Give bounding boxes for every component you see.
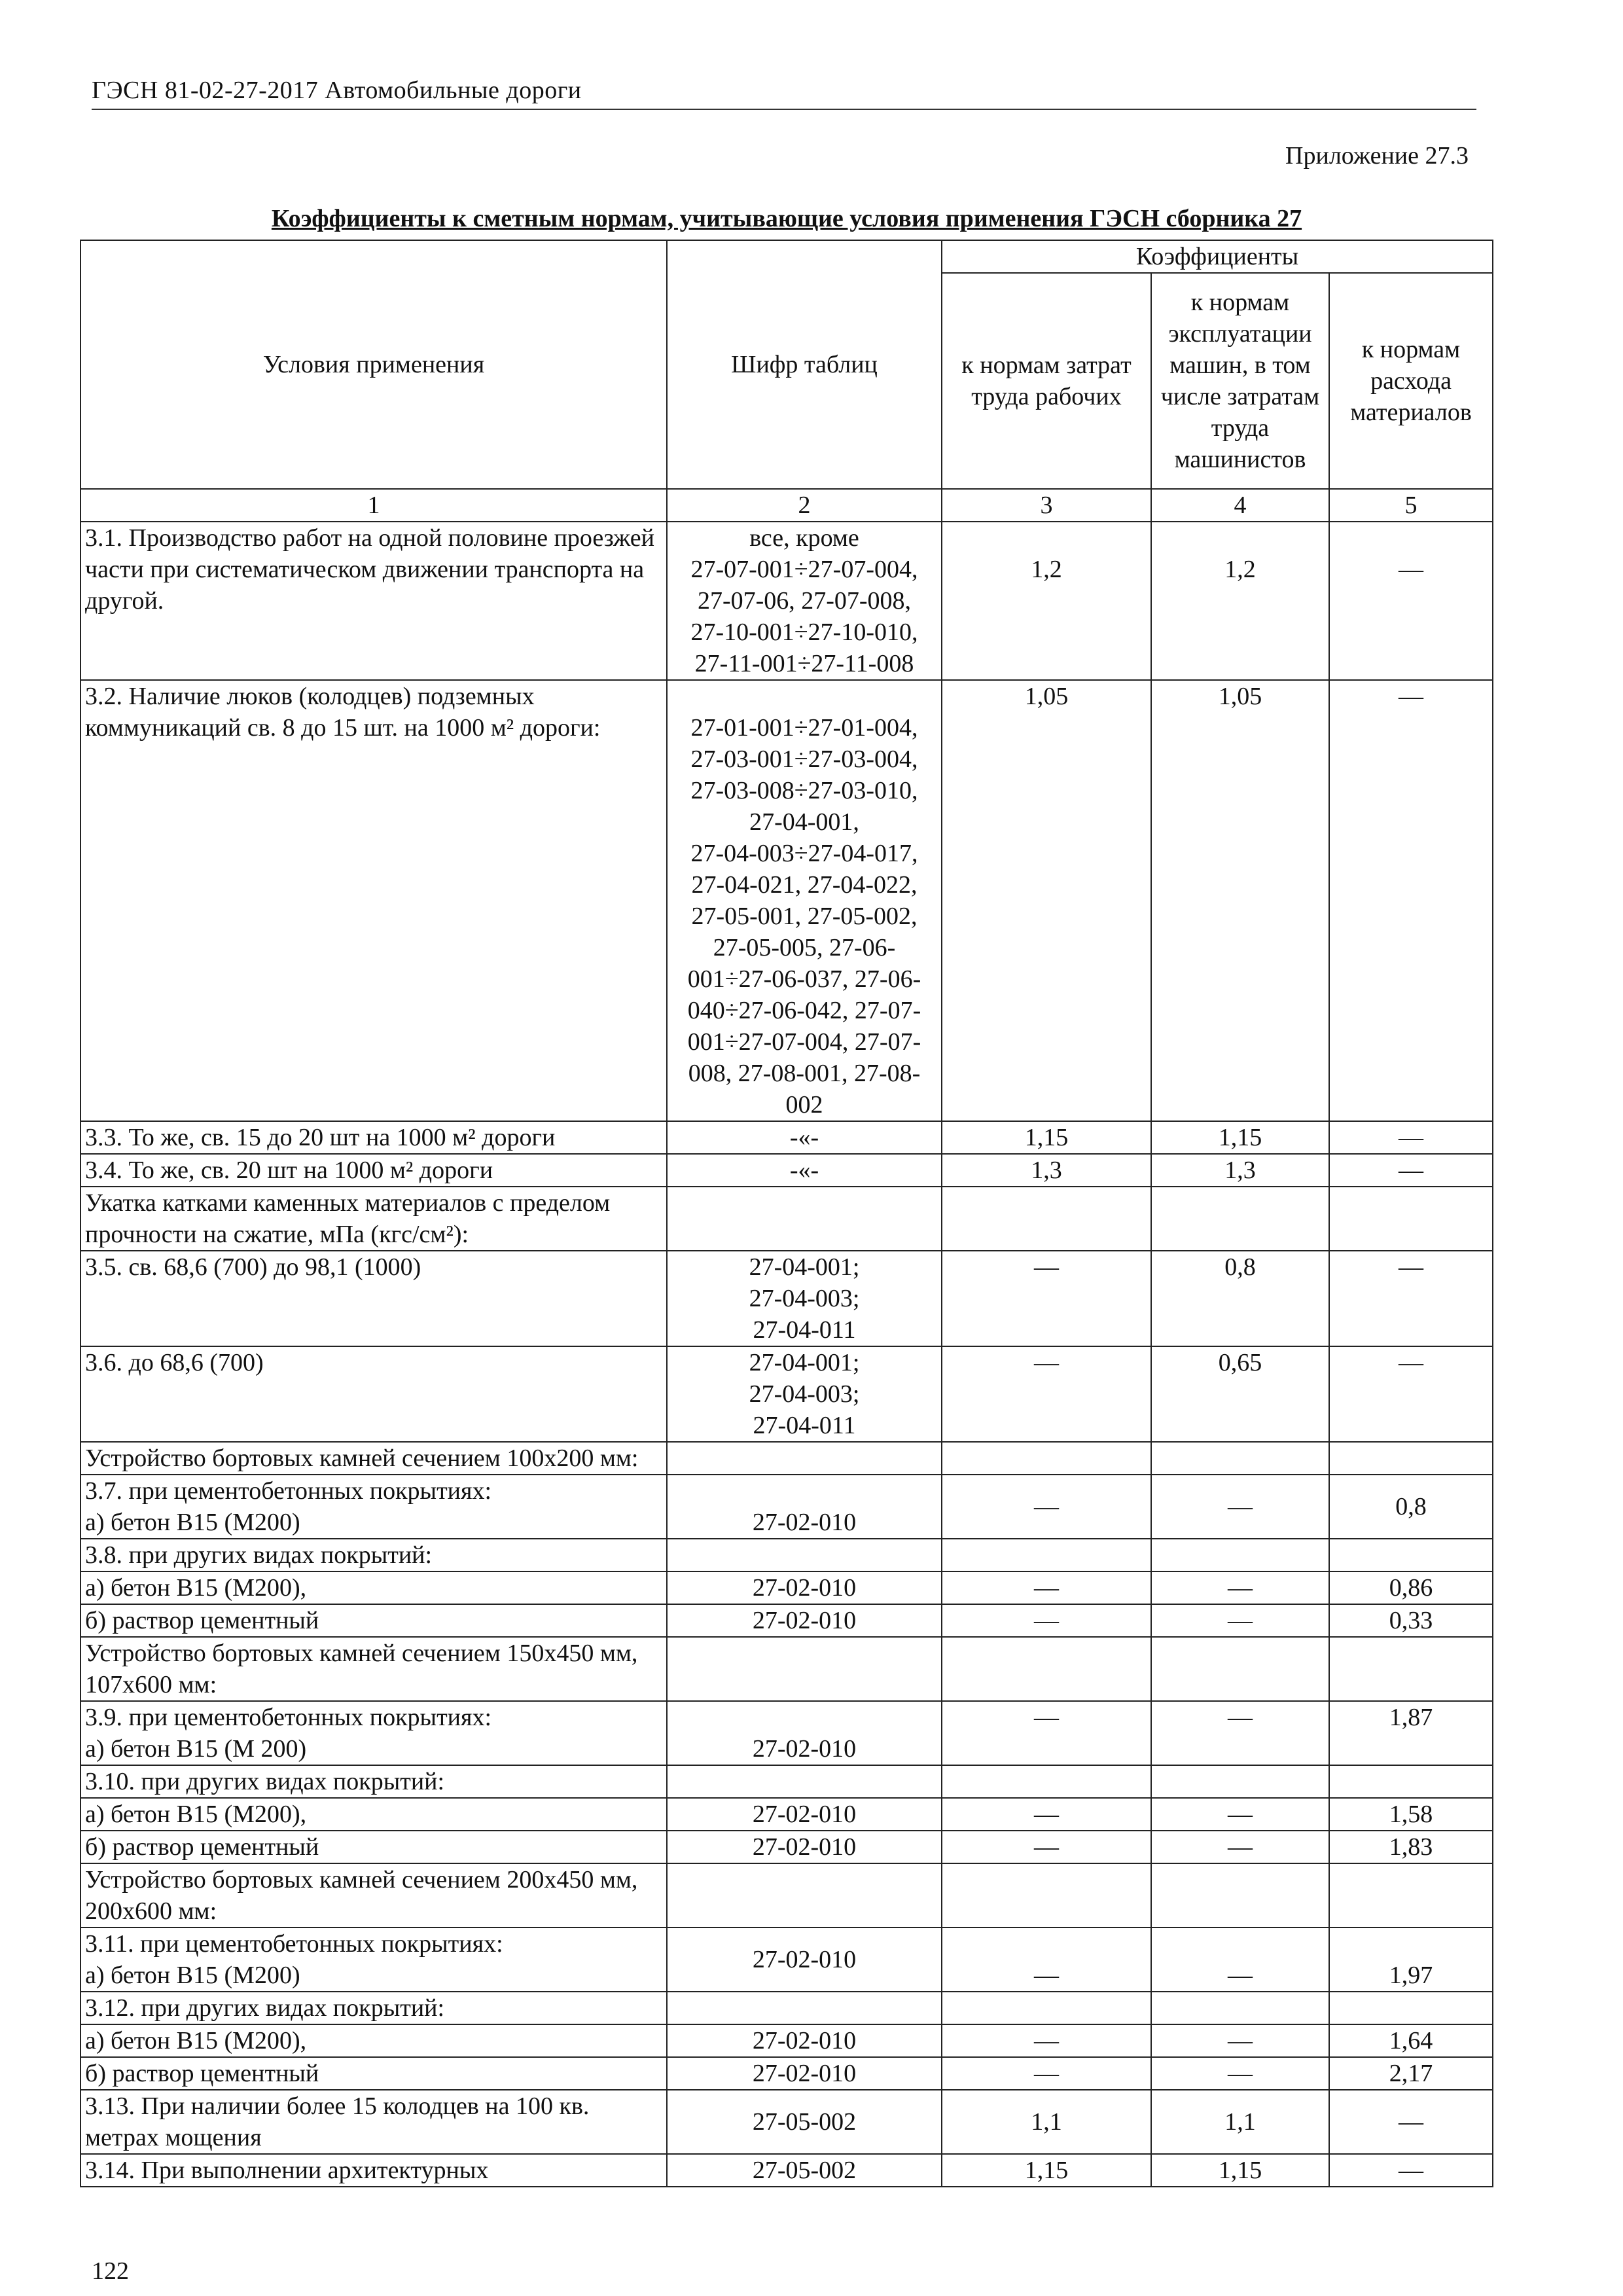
row-3-10-b-code: 27-02-010 — [667, 1831, 942, 1863]
row-3-8-a-materials: 0,86 — [1329, 1571, 1493, 1604]
row-3-10-a-labor: — — [942, 1798, 1151, 1831]
row-3-6-conditions: 3.6. до 68,6 (700) — [80, 1346, 667, 1442]
appendix-label: Приложение 27.3 — [1285, 142, 1469, 170]
row-3-12-a-materials: 1,64 — [1329, 2024, 1493, 2057]
row-3-1-conditions: 3.1. Производство работ на одной половине проезжей части при систематическом движении транспорта на другой. — [80, 522, 667, 680]
row-3-11-machines: — — [1151, 1928, 1329, 1992]
group-compaction-heading: Укатка катками каменных материалов с пределом прочности на сжатие, мПа (кгс/см²): — [80, 1187, 667, 1251]
row-3-5-labor: — — [942, 1251, 1151, 1346]
row-3-7-code: 27-02-010 — [667, 1475, 942, 1539]
row-3-12-a-labor: — — [942, 2024, 1151, 2057]
row-3-8-b-materials: 0,33 — [1329, 1604, 1493, 1637]
header-machines: к нормам эксплуатации машин, в том числе затратам труда машинистов — [1151, 273, 1329, 489]
group-curb-100x200-heading: Устройство бортовых камней сечением 100х200 мм: — [80, 1442, 667, 1475]
row-3-2-labor: 1,05 — [942, 680, 1151, 1121]
row-3-2-code: 27-01-001÷27-01-004, 27-03-001÷27-03-004, 27-03-008÷27-03-010, 27-04-001, 27-04-003÷27-04-017, 27-04-021, 27-04-022, 27-05-001, 27-05-002, 27-05-005, 27-06- 001÷27-06-037, 27-06- 040÷27-06-042, 27-07- 001÷27-07-004, 27-07- 008, 27-08-001, 27-08- 002 — [667, 680, 942, 1121]
row-3-8-a-conditions: а) бетон В15 (М200), — [80, 1571, 667, 1604]
row-3-5-code: 27-04-001; 27-04-003; 27-04-011 — [667, 1251, 942, 1346]
row-3-12-b-labor: — — [942, 2057, 1151, 2090]
running-header: ГЭСН 81-02-27-2017 Автомобильные дороги — [92, 76, 1476, 110]
row-3-12-b-materials: 2,17 — [1329, 2057, 1493, 2090]
row-3-14-labor: 1,15 — [942, 2154, 1151, 2187]
row-3-8-b-conditions: б) раствор цементный — [80, 1604, 667, 1637]
col-num-4: 4 — [1151, 489, 1329, 522]
row-3-3-machines: 1,15 — [1151, 1121, 1329, 1154]
row-3-5-materials: — — [1329, 1251, 1493, 1346]
row-3-4-code: -«- — [667, 1154, 942, 1187]
row-3-3-labor: 1,15 — [942, 1121, 1151, 1154]
row-3-8-b-labor: — — [942, 1604, 1151, 1637]
row-3-9-conditions: 3.9. при цементобетонных покрытиях: а) бетон В15 (М 200) — [80, 1701, 667, 1765]
header-conditions: Условия применения — [80, 240, 667, 489]
row-3-12-a-machines: — — [1151, 2024, 1329, 2057]
group-curb-150x450-heading: Устройство бортовых камней сечением 150х450 мм, 107х600 мм: — [80, 1637, 667, 1701]
row-3-4-materials: — — [1329, 1154, 1493, 1187]
row-3-8-b-code: 27-02-010 — [667, 1604, 942, 1637]
row-3-5-machines: 0,8 — [1151, 1251, 1329, 1346]
row-3-10-b-machines: — — [1151, 1831, 1329, 1863]
row-3-3-materials: — — [1329, 1121, 1493, 1154]
row-3-1-machines: 1,2 — [1151, 522, 1329, 680]
row-3-14-code: 27-05-002 — [667, 2154, 942, 2187]
row-3-10-b-conditions: б) раствор цементный — [80, 1831, 667, 1863]
header-code: Шифр таблиц — [667, 240, 942, 489]
row-3-13-labor: 1,1 — [942, 2090, 1151, 2154]
row-3-2-conditions: 3.2. Наличие люков (колодцев) подземных коммуникаций св. 8 до 15 шт. на 1000 м² дороги: — [80, 680, 667, 1121]
header-coefficients: Коэффициенты — [942, 240, 1493, 273]
row-3-2-materials: — — [1329, 680, 1493, 1121]
row-3-6-materials: — — [1329, 1346, 1493, 1442]
table-title: Коэффициенты к сметным нормам, учитывающие условия применения ГЭСН сборника 27 — [271, 205, 1302, 232]
row-3-14-conditions: 3.14. При выполнении архитектурных — [80, 2154, 667, 2187]
header-labor: к нормам затрат труда рабочих — [942, 273, 1151, 489]
row-3-10-a-machines: — — [1151, 1798, 1329, 1831]
row-3-11-labor: — — [942, 1928, 1151, 1992]
row-3-12-conditions: 3.12. при других видах покрытий: — [80, 1992, 667, 2024]
row-3-13-materials: — — [1329, 2090, 1493, 2154]
row-3-8-a-code: 27-02-010 — [667, 1571, 942, 1604]
row-3-9-code: 27-02-010 — [667, 1701, 942, 1765]
row-3-1-labor: 1,2 — [942, 522, 1151, 680]
row-3-10-a-conditions: а) бетон В15 (М200), — [80, 1798, 667, 1831]
row-3-1-code: все, кроме 27-07-001÷27-07-004, 27-07-06, 27-07-008, 27-10-001÷27-10-010, 27-11-001÷27-11-008 — [667, 522, 942, 680]
row-3-8-a-labor: — — [942, 1571, 1151, 1604]
col-num-2: 2 — [667, 489, 942, 522]
row-3-12-b-machines: — — [1151, 2057, 1329, 2090]
group-curb-200x450-heading: Устройство бортовых камней сечением 200х450 мм, 200х600 мм: — [80, 1863, 667, 1928]
row-3-9-materials: 1,87 — [1329, 1701, 1493, 1765]
row-3-12-a-code: 27-02-010 — [667, 2024, 942, 2057]
row-3-13-machines: 1,1 — [1151, 2090, 1329, 2154]
row-3-4-conditions: 3.4. То же, св. 20 шт на 1000 м² дороги — [80, 1154, 667, 1187]
row-3-6-labor: — — [942, 1346, 1151, 1442]
row-3-7-machines: — — [1151, 1475, 1329, 1539]
header-materials: к нормам расхода материалов — [1329, 273, 1493, 489]
row-3-8-conditions: 3.8. при других видах покрытий: — [80, 1539, 667, 1571]
row-3-6-machines: 0,65 — [1151, 1346, 1329, 1442]
row-3-12-b-conditions: б) раствор цементный — [80, 2057, 667, 2090]
row-3-4-machines: 1,3 — [1151, 1154, 1329, 1187]
coefficients-table — [80, 240, 1493, 2187]
row-3-9-machines: — — [1151, 1701, 1329, 1765]
row-3-7-materials: 0,8 — [1329, 1475, 1493, 1539]
row-3-10-a-code: 27-02-010 — [667, 1798, 942, 1831]
row-3-11-materials: 1,97 — [1329, 1928, 1493, 1992]
row-3-6-code: 27-04-001; 27-04-003; 27-04-011 — [667, 1346, 942, 1442]
col-num-1: 1 — [80, 489, 667, 522]
col-num-3: 3 — [942, 489, 1151, 522]
row-3-9-labor: — — [942, 1701, 1151, 1765]
row-3-10-b-materials: 1,83 — [1329, 1831, 1493, 1863]
row-3-11-conditions: 3.11. при цементобетонных покрытиях: а) бетон В15 (М200) — [80, 1928, 667, 1992]
row-3-2-machines: 1,05 — [1151, 680, 1329, 1121]
row-3-8-a-machines: — — [1151, 1571, 1329, 1604]
row-3-5-conditions: 3.5. св. 68,6 (700) до 98,1 (1000) — [80, 1251, 667, 1346]
row-3-14-machines: 1,15 — [1151, 2154, 1329, 2187]
row-3-7-conditions: 3.7. при цементобетонных покрытиях: а) бетон В15 (М200) — [80, 1475, 667, 1539]
row-3-12-b-code: 27-02-010 — [667, 2057, 942, 2090]
row-3-3-code: -«- — [667, 1121, 942, 1154]
row-3-13-conditions: 3.13. При наличии более 15 колодцев на 100 кв. метрах мощения — [80, 2090, 667, 2154]
col-num-5: 5 — [1329, 489, 1493, 522]
row-3-12-a-conditions: а) бетон В15 (М200), — [80, 2024, 667, 2057]
page-number: 122 — [92, 2257, 129, 2285]
row-3-13-code: 27-05-002 — [667, 2090, 942, 2154]
row-3-7-labor: — — [942, 1475, 1151, 1539]
row-3-14-materials: — — [1329, 2154, 1493, 2187]
row-3-8-b-machines: — — [1151, 1604, 1329, 1637]
row-3-1-materials: — — [1329, 522, 1493, 680]
row-3-11-code: 27-02-010 — [667, 1928, 942, 1992]
row-3-3-conditions: 3.3. То же, св. 15 до 20 шт на 1000 м² дороги — [80, 1121, 667, 1154]
row-3-10-b-labor: — — [942, 1831, 1151, 1863]
row-3-10-a-materials: 1,58 — [1329, 1798, 1493, 1831]
row-3-4-labor: 1,3 — [942, 1154, 1151, 1187]
row-3-10-conditions: 3.10. при других видах покрытий: — [80, 1765, 667, 1798]
